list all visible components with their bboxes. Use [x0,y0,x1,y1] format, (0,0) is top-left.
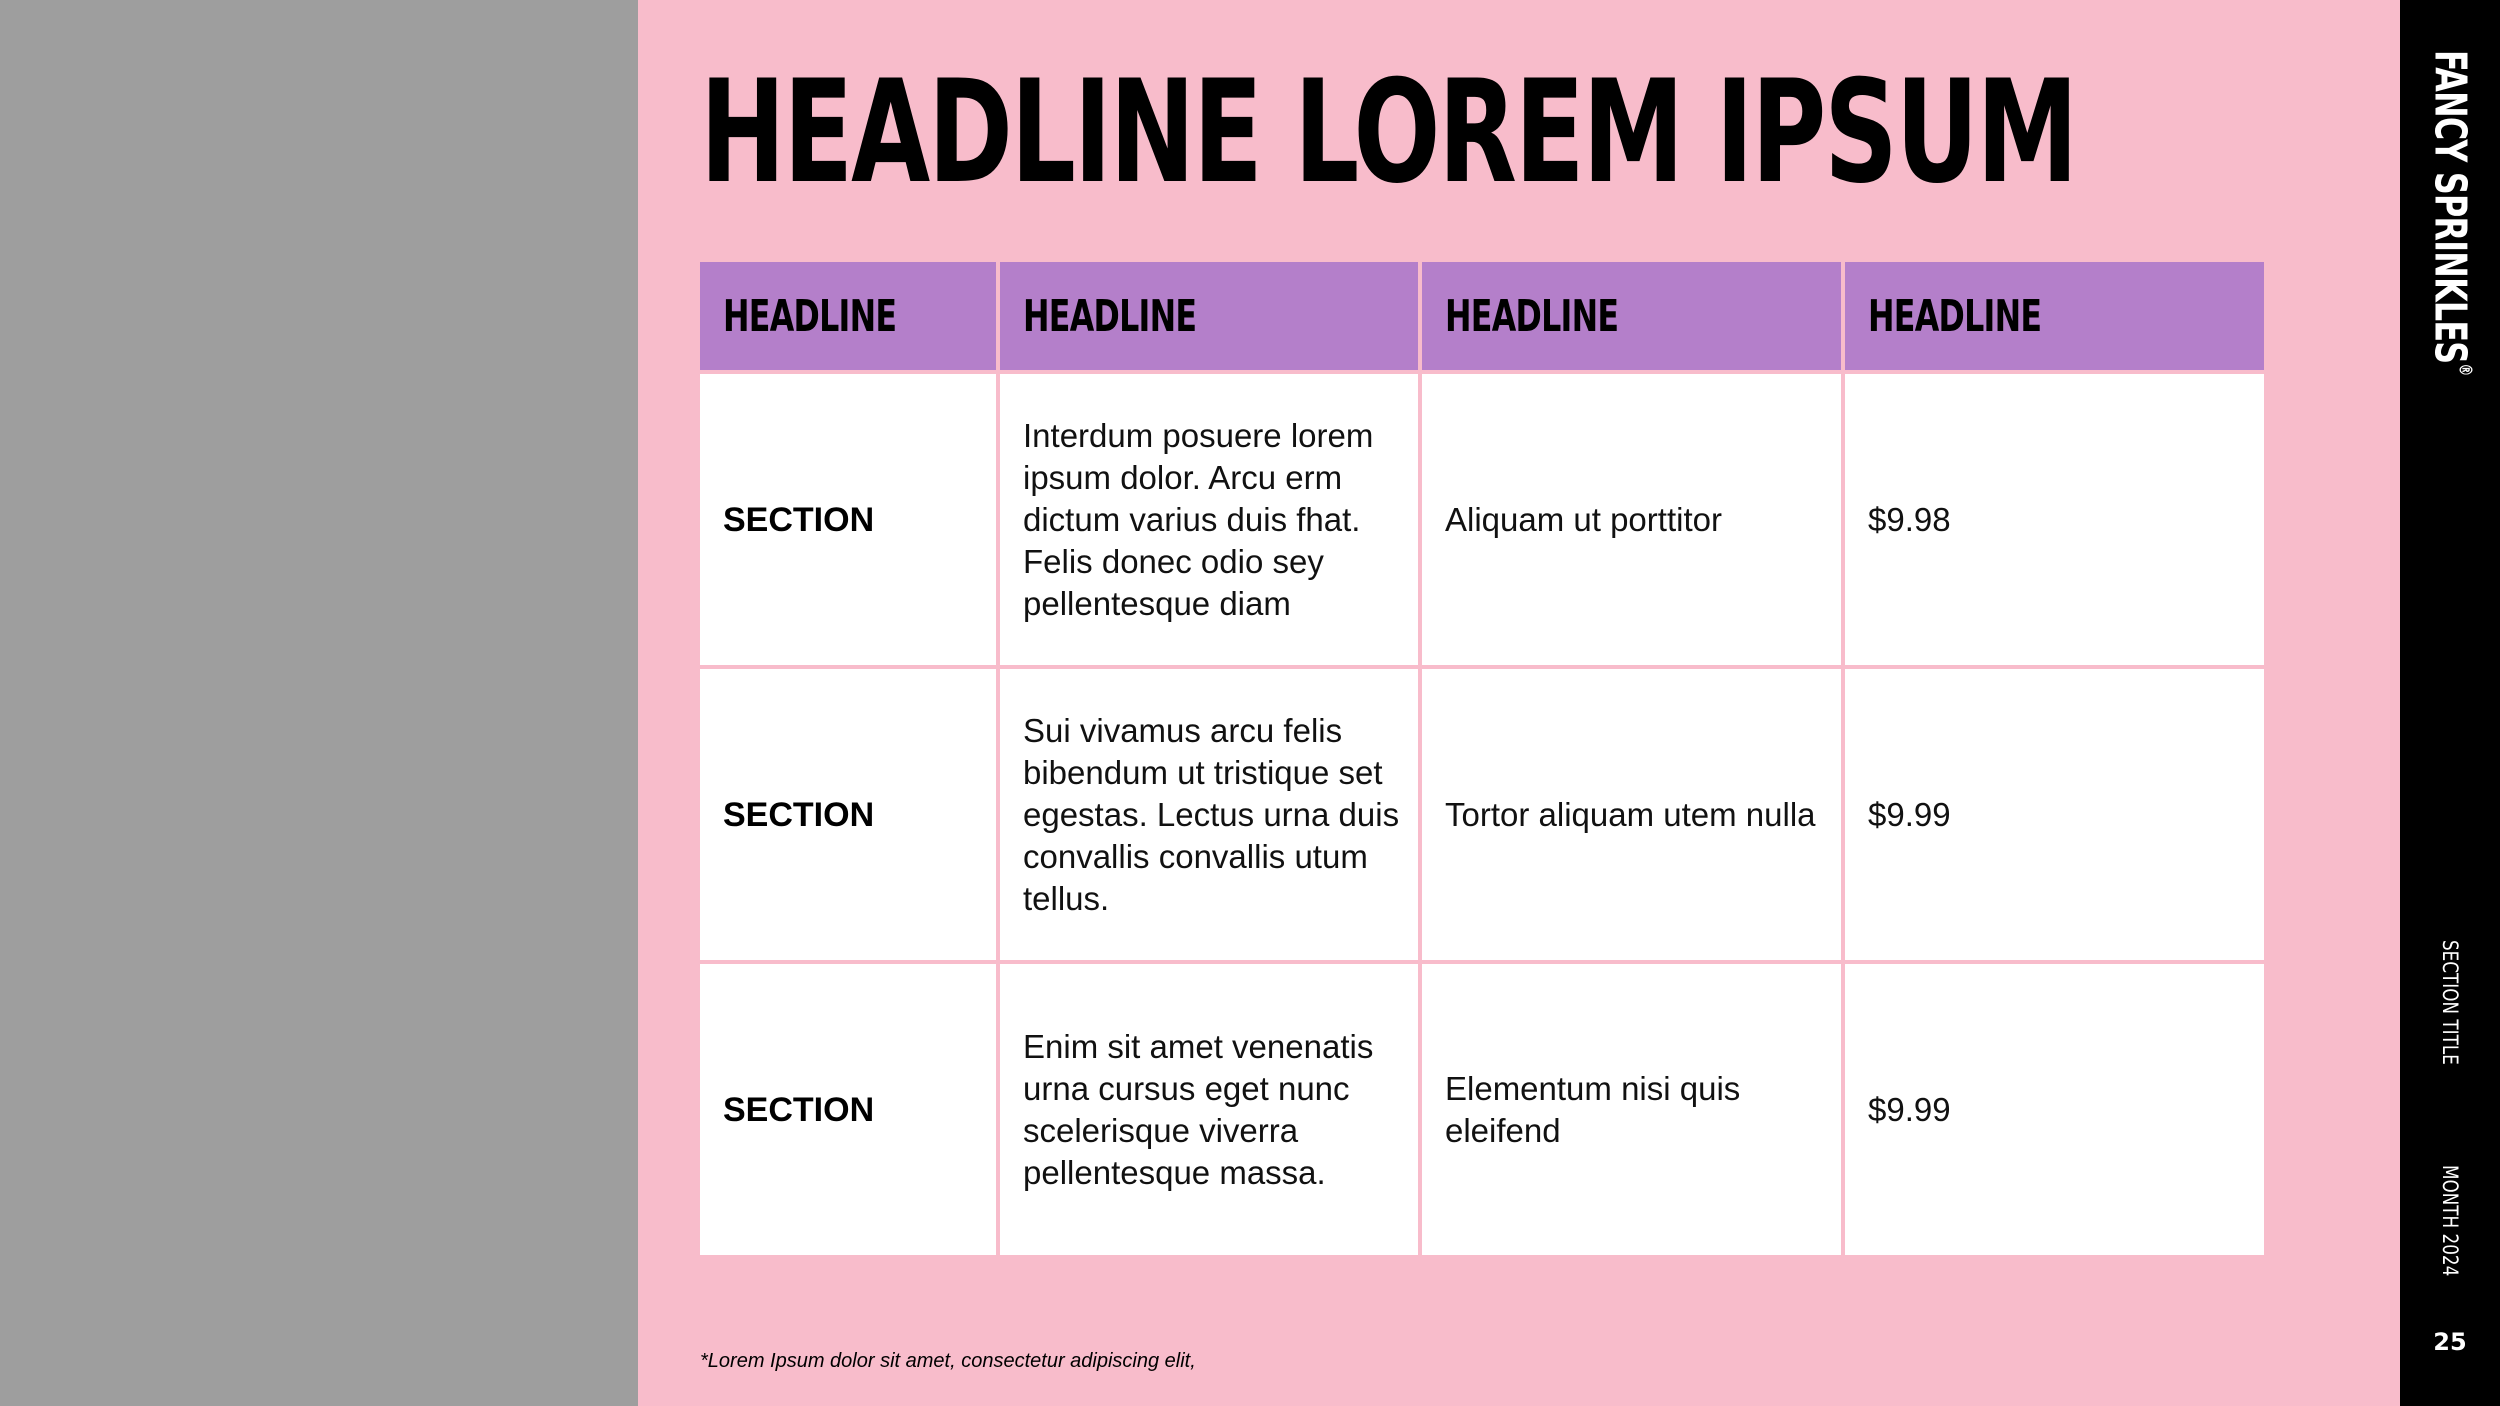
brand-name: FANCY SPRINKLES [2424,50,2476,364]
brand-logo [2424,50,2500,376]
column-header: HEADLINE [1845,262,2264,370]
section-label: SECTION [700,669,996,960]
table-row [700,374,2264,665]
detail-cell: Elementum nisi quis eleifend [1422,964,1841,1255]
price-cell: $9.98 [1845,374,2264,665]
column-header: HEADLINE [700,262,996,370]
content-panel [638,0,2400,1406]
table-row [700,964,2264,1255]
brand-sidebar [2400,0,2500,1406]
registered-mark: ® [2454,363,2476,376]
price-cell: $9.99 [1845,964,2264,1255]
detail-cell: Tortor aliquam utem nulla [1422,669,1841,960]
image-placeholder [0,0,638,1406]
table-row [700,669,2264,960]
page-title: HEADLINE LOREM IPSUM [700,50,2077,215]
page-number: 25 [2433,1328,2467,1356]
description-cell: Enim sit amet venenatis urna cursus eget nunc scelerisque viverra pellentesque massa. [1000,964,1418,1255]
column-header: HEADLINE [1000,262,1418,370]
column-header: HEADLINE [1422,262,1841,370]
table-header-row [700,262,2264,370]
date-label: MONTH 2024 [2438,1165,2462,1277]
section-title: SECTION TITLE [2438,940,2462,1065]
detail-cell: Aliquam ut porttitor [1422,374,1841,665]
pricing-table [696,258,2268,1259]
footnote: *Lorem Ipsum dolor sit amet, consectetur adipiscing elit, [700,1350,1196,1372]
section-label: SECTION [700,374,996,665]
section-label: SECTION [700,964,996,1255]
price-cell: $9.99 [1845,669,2264,960]
description-cell: Sui vivamus arcu felis bibendum ut tristique set egestas. Lectus urna duis convallis convallis utum tellus. [1000,669,1418,960]
description-cell: Interdum posuere lorem ipsum dolor. Arcu erm dictum varius duis fhat. Felis donec odio sey pellentesque diam [1000,374,1418,665]
